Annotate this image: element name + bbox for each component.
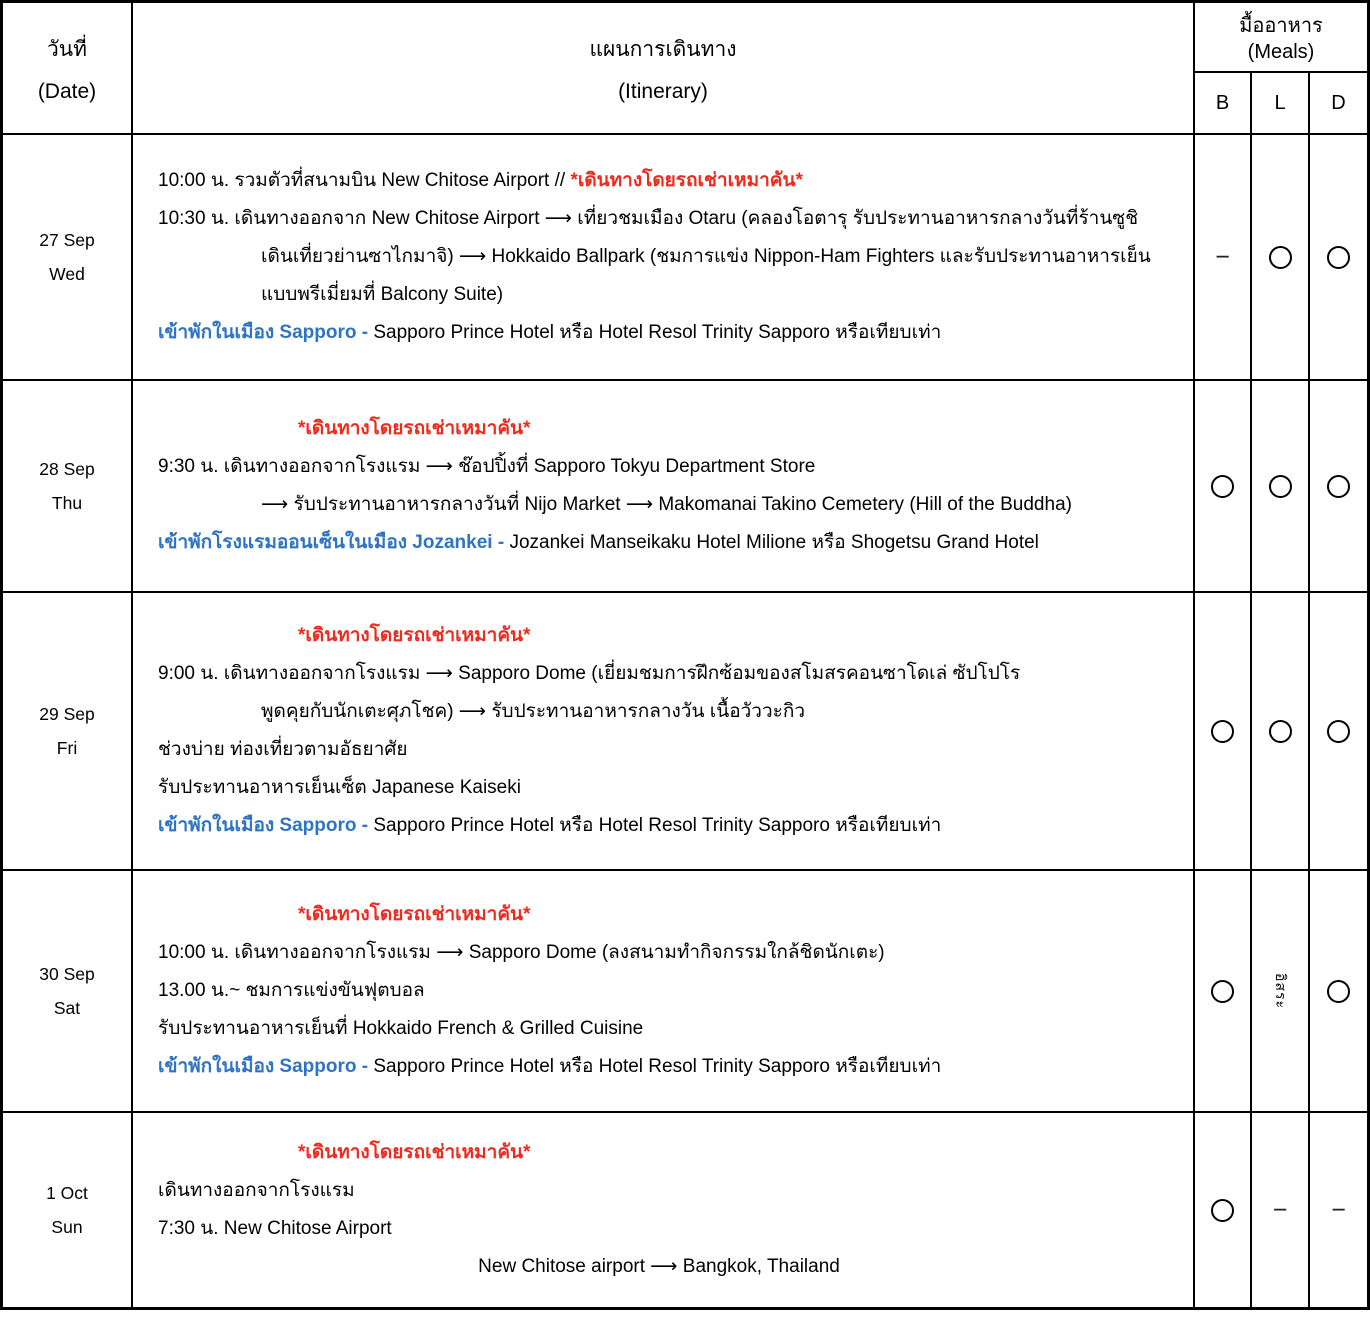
row-date: 27 Sep — [39, 229, 95, 250]
itinerary-text-normal: Sapporo Prince Hotel หรือ Hotel Resol Trinity Sapporo หรือเทียบเท่า — [373, 815, 942, 836]
row-date-cell — [3, 381, 133, 591]
table-row — [3, 381, 1367, 593]
itinerary-line — [133, 934, 1185, 972]
itinerary-text-normal: Sapporo Prince Hotel หรือ Hotel Resol Trinity Sapporo หรือเทียบเท่า — [373, 1056, 942, 1077]
itinerary-text-normal: 10:00 น. รวมตัวที่สนามบิน New Chitose Airport // — [158, 170, 571, 191]
header-meal-col-lunch: L — [1252, 73, 1310, 133]
itinerary-line — [133, 1248, 1185, 1286]
itinerary-line — [133, 1048, 1185, 1086]
meal-cell-b — [1195, 593, 1252, 869]
itinerary-text-red: *เดินทางโดยรถเช่าเหมาคัน* — [298, 625, 531, 646]
itinerary-line — [133, 162, 1185, 200]
meal-cell-l — [1252, 381, 1310, 591]
meal-included-circle-icon — [1327, 475, 1350, 498]
header-meals-en: (Meals) — [1247, 41, 1315, 63]
itinerary-text-normal: 13.00 น.~ ชมการแข่งขันฟุตบอล — [158, 980, 425, 1001]
itinerary-text-red: *เดินทางโดยรถเช่าเหมาคัน* — [298, 418, 531, 439]
itinerary-line — [133, 1172, 1185, 1210]
meal-included-circle-icon — [1327, 980, 1350, 1003]
itinerary-line — [133, 807, 1185, 845]
itinerary-text-normal: Sapporo Prince Hotel หรือ Hotel Resol Trinity Sapporo หรือเทียบเท่า — [373, 322, 942, 343]
itinerary-text-normal: เดินทางออกจากโรงแรม — [158, 1180, 355, 1201]
meal-cell-l — [1252, 871, 1310, 1111]
itinerary-text-normal: รับประทานอาหารเย็นเซ็ต Japanese Kaiseki — [158, 777, 521, 798]
header-meal-col-breakfast: B — [1195, 73, 1252, 133]
itinerary-text-blue: เข้าพักในเมือง Sapporo - — [158, 815, 374, 836]
meal-none-dash-icon: − — [1272, 1195, 1288, 1224]
itinerary-line — [133, 1210, 1185, 1248]
row-itinerary-cell — [133, 871, 1195, 1111]
header-meal-col-dinner: D — [1331, 91, 1346, 114]
meal-included-circle-icon — [1327, 720, 1350, 743]
header-itinerary-th: แผนการเดินทาง — [589, 37, 737, 61]
itinerary-text-blue: เข้าพักในเมือง Sapporo - — [158, 322, 374, 343]
meal-cell-d — [1310, 135, 1367, 379]
row-date-cell — [3, 135, 133, 379]
row-day: Thu — [51, 492, 83, 513]
itinerary-line — [133, 448, 1185, 486]
itinerary-text-normal: ช่วงบ่าย ท่องเที่ยวตามอัธยาศัย — [158, 739, 408, 760]
header-meals-cell — [1195, 3, 1367, 73]
row-day: Sat — [53, 997, 81, 1018]
row-date: 29 Sep — [39, 703, 95, 724]
table-row — [3, 593, 1367, 871]
itinerary-line — [133, 524, 1185, 562]
itinerary-text-red: *เดินทางโดยรถเช่าเหมาคัน* — [570, 170, 803, 191]
row-date: 28 Sep — [39, 458, 95, 479]
itinerary-text-normal: 7:30 น. New Chitose Airport — [158, 1218, 392, 1239]
row-day: Sun — [51, 1216, 83, 1237]
meal-free-label: อิสระ — [1273, 973, 1289, 1009]
itinerary-text-red: *เดินทางโดยรถเช่าเหมาคัน* — [298, 904, 531, 925]
itinerary-text-normal: 10:00 น. เดินทางออกจากโรงแรม ⟶ Sapporo Dome (ลงสนามทำกิจกรรมใกล้ชิดนักเตะ) — [158, 942, 885, 963]
meal-included-circle-icon — [1211, 980, 1234, 1003]
meal-cell-d — [1310, 1113, 1367, 1307]
header-date-en: (Date) — [37, 79, 97, 103]
header-meal-columns — [1195, 73, 1367, 133]
itinerary-text-normal: รับประทานอาหารเย็นที่ Hokkaido French & Grilled Cuisine — [158, 1018, 644, 1039]
itinerary-line — [133, 486, 1185, 524]
row-itinerary-cell — [133, 593, 1195, 869]
row-date: 1 Oct — [46, 1182, 88, 1203]
itinerary-text-normal: แบบพรีเมี่ยมที่ Balcony Suite) — [261, 284, 504, 305]
meal-cell-l — [1252, 135, 1310, 379]
meal-included-circle-icon — [1269, 720, 1292, 743]
row-date-cell — [3, 1113, 133, 1307]
itinerary-line — [133, 200, 1185, 238]
meal-included-circle-icon — [1269, 246, 1292, 269]
itinerary-text-normal: 9:00 น. เดินทางออกจากโรงแรม ⟶ Sapporo Dome (เยี่ยมชมการฝึกซ้อมของสโมสรคอนซาโดเล่ ซัปโปโร — [158, 663, 1021, 684]
meal-included-circle-icon — [1327, 246, 1350, 269]
itinerary-text-blue: เข้าพักในเมือง Sapporo - — [158, 1056, 374, 1077]
itinerary-line — [133, 410, 1185, 448]
meal-cell-l — [1252, 593, 1310, 869]
itinerary-text-normal: New Chitose airport ⟶ Bangkok, Thailand — [478, 1256, 840, 1277]
itinerary-line — [133, 769, 1185, 807]
meal-cell-d — [1310, 381, 1367, 591]
meal-included-circle-icon — [1211, 475, 1234, 498]
row-itinerary-cell — [133, 381, 1195, 591]
header-meals-group — [1195, 3, 1367, 133]
meal-cell-b — [1195, 871, 1252, 1111]
itinerary-text-normal: ⟶ รับประทานอาหารกลางวันที่ Nijo Market ⟶ Makomanai Takino Cemetery (Hill of the Buddha) — [261, 494, 1072, 515]
itinerary-line — [133, 655, 1185, 693]
row-date-cell — [3, 871, 133, 1111]
table-row — [3, 135, 1367, 381]
table-header-row — [3, 3, 1367, 135]
meal-cell-d — [1310, 593, 1367, 869]
itinerary-text-normal: เดินเที่ยวย่านซาไกมาจิ) ⟶ Hokkaido Ballpark (ชมการแข่ง Nippon-Ham Fighters และรับประทานอาหารเย็น — [261, 246, 1151, 267]
itinerary-line — [133, 314, 1185, 352]
itinerary-line — [133, 617, 1185, 655]
meal-included-circle-icon — [1269, 475, 1292, 498]
header-itinerary-cell — [133, 3, 1195, 133]
header-itinerary-en: (Itinerary) — [618, 79, 708, 103]
header-date-th: วันที่ — [47, 37, 87, 61]
itinerary-text-normal: Jozankei Manseikaku Hotel Milione หรือ Shogetsu Grand Hotel — [509, 532, 1039, 553]
row-date: 30 Sep — [39, 963, 95, 984]
meal-cell-l — [1252, 1113, 1310, 1307]
row-day: Wed — [49, 263, 85, 284]
meal-none-dash-icon: − — [1331, 1195, 1346, 1224]
meal-included-circle-icon — [1211, 720, 1234, 743]
table-row — [3, 1113, 1367, 1307]
itinerary-line — [133, 896, 1185, 934]
itinerary-text-red: *เดินทางโดยรถเช่าเหมาคัน* — [298, 1142, 531, 1163]
itinerary-line — [133, 238, 1185, 276]
row-day: Fri — [56, 737, 78, 758]
meal-cell-d — [1310, 871, 1367, 1111]
itinerary-text-blue: เข้าพักโรงแรมออนเซ็นในเมือง Jozankei - — [158, 532, 510, 553]
meal-none-dash-icon: − — [1215, 242, 1230, 271]
table-body — [3, 135, 1367, 1307]
itinerary-line — [133, 276, 1185, 314]
meal-cell-b — [1195, 1113, 1252, 1307]
meal-cell-b — [1195, 135, 1252, 379]
itinerary-text-normal: พูดคุยกับนักเตะศุภโชค) ⟶ รับประทานอาหารกลางวัน เนื้อวัววะกิว — [261, 701, 806, 722]
header-meals-th: มื้ออาหาร — [1239, 15, 1323, 37]
itinerary-line — [133, 972, 1185, 1010]
itinerary-line — [133, 731, 1185, 769]
table-row — [3, 871, 1367, 1113]
itinerary-text-normal: 9:30 น. เดินทางออกจากโรงแรม ⟶ ช๊อปปิ้งที่ Sapporo Tokyu Department Store — [158, 456, 816, 477]
meal-included-circle-icon — [1211, 1199, 1234, 1222]
itinerary-line — [133, 1134, 1185, 1172]
header-date-cell — [3, 3, 133, 133]
row-date-cell — [3, 593, 133, 869]
itinerary-line — [133, 693, 1185, 731]
itinerary-text-normal: 10:30 น. เดินทางออกจาก New Chitose Airport ⟶ เที่ยวชมเมือง Otaru (คลองโอตารุ รับประทานอาหารกลางวันที่ร้านซูชิ — [158, 208, 1139, 229]
meal-cell-b — [1195, 381, 1252, 591]
row-itinerary-cell — [133, 135, 1195, 379]
itinerary-line — [133, 1010, 1185, 1048]
row-itinerary-cell — [133, 1113, 1195, 1307]
